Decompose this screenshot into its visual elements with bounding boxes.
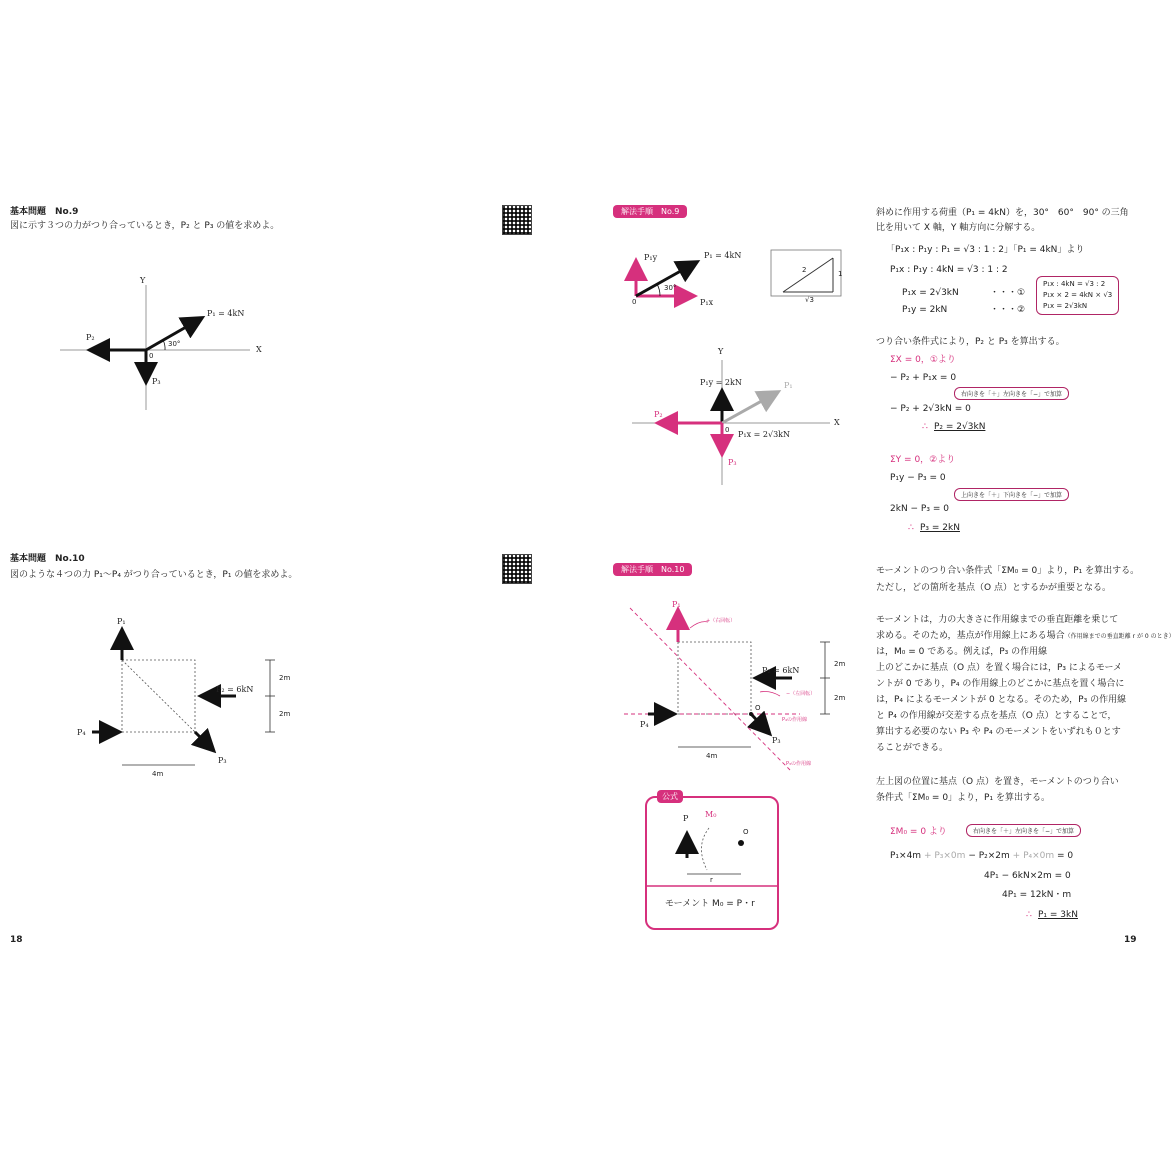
force-p2-label: P₂: [86, 333, 95, 342]
p4-label: P₄: [640, 720, 649, 729]
p3-label: P₃: [728, 458, 737, 467]
sol9-line-1: 斜めに作用する荷重（P₁ = 4kN）を，30° 60° 90° の三角: [876, 208, 1129, 218]
page-number-right: 19: [1124, 935, 1137, 945]
axis-y-label: Y: [140, 276, 146, 285]
sol10-para-11: 条件式「ΣM₀ = 0」より，P₁ を算出する。: [876, 793, 1050, 803]
angle-label: 30°: [664, 284, 677, 292]
angle-label: 30°: [168, 340, 181, 348]
eq2-term-5: = 0: [1057, 851, 1074, 861]
sol9-line-7: つり合い条件式により，P₂ と P₃ を算出する。: [876, 337, 1065, 347]
triangle-side-1: 1: [838, 270, 843, 278]
p3-action-line-note: P₃の作用線: [786, 761, 812, 767]
answer-p2: P₂ = 2√3kN: [934, 422, 986, 432]
sol9-line-13: P₁y − P₃ = 0: [890, 473, 946, 483]
page-number-left: 18: [10, 935, 23, 945]
answer-mark-p3: ∴: [908, 523, 914, 533]
counterclockwise-note: −（左回転）: [786, 691, 816, 697]
answer-p3: P₃ = 2kN: [920, 523, 960, 533]
sol10-para-2-note: （作用線までの垂直距離 r が 0 のとき）: [1064, 633, 1175, 640]
dim-2m-top: 2m: [279, 674, 291, 682]
p3-label: P₃: [772, 736, 781, 745]
force-p1-label: P₁: [117, 617, 126, 626]
axis-x-label: X: [834, 418, 840, 427]
dim-2m-bottom: 2m: [279, 710, 291, 718]
sol10-line-1: モーメントのつり合い条件式「ΣM₀ = 0」より，P₁ を算出する。: [876, 566, 1140, 576]
clockwise-note: +（右回転）: [706, 618, 736, 624]
sol9-sum-y: ΣY = 0，②より: [890, 455, 956, 465]
note-bubble-y: 上向きを「＋」下向きを「−」で加算: [954, 488, 1069, 501]
sol10-eq-2: [890, 850, 1073, 863]
p2-label: P₂ = 6kN: [762, 666, 800, 675]
dim-2m-top: 2m: [834, 660, 846, 668]
sol9-line-5: P₁x = 2√3kN: [902, 288, 959, 298]
origin-label: 0: [632, 298, 637, 306]
sol10-para-1: モーメントは，力の大きさに作用線までの垂直距離を乗じて: [876, 615, 1119, 625]
dim-2m-bottom: 2m: [834, 694, 846, 702]
answer-p1: P₁ = 3kN: [1038, 910, 1078, 920]
problem-10-title: 基本問題 No.10: [10, 554, 85, 564]
sol9-ref-2: ・・・②: [990, 305, 1026, 315]
triangle-side-2: 2: [802, 266, 807, 274]
sol9-line-9: − P₂ + P₁x = 0: [890, 373, 957, 383]
eq2-term-3: − P₂×2m: [968, 851, 1010, 861]
problem-9-title: 基本問題 No.9: [10, 207, 79, 217]
formula-box: [645, 792, 779, 930]
sol9-line-10: − P₂ + 2√3kN = 0: [890, 404, 971, 414]
origin-label: 0: [725, 426, 730, 434]
point-o-label: O: [755, 704, 761, 712]
force-p4-label: P₄: [77, 728, 86, 737]
sol10-line-2: ただし，どの箇所を基点（O 点）とするかが重要となる。: [876, 583, 1111, 593]
p1y-label: P₁y = 2kN: [700, 378, 742, 387]
origin-label: 0: [149, 352, 154, 360]
sol10-para-10: 左上図の位置に基点（O 点）を置き，モーメントのつり合い: [876, 777, 1119, 787]
sol10-para-3: は，M₀ = 0 である。例えば，P₃ の作用線: [876, 647, 1048, 657]
answer-mark-p1: ∴: [1026, 910, 1032, 920]
note-bubble-moment: 右向きを「＋」左向きを「−」で加算: [966, 824, 1081, 837]
sol10-para-5: ントが 0 であり，P₄ の作用線上のどこかに基点を置く場合に: [876, 679, 1125, 689]
p1-label: P₁: [784, 381, 793, 390]
sol9-ref-1: ・・・①: [990, 288, 1026, 298]
sol9-line-6: P₁y = 2kN: [902, 305, 948, 315]
calc-bubble-line-2: P₁x × 2 = 4kN × √3: [1043, 291, 1113, 299]
problem-9-text: 図に示す３つの力がつり合っているとき，P₂ と P₃ の値を求めよ。: [10, 221, 280, 231]
p1x-label: P₁x: [700, 298, 714, 307]
sol10-para-6: は，P₄ によるモーメントが 0 となる。そのため，P₃ の作用線: [876, 695, 1127, 705]
p1x-label: P₁x = 2√3kN: [738, 430, 791, 439]
axis-x-label: X: [256, 345, 262, 354]
sol10-para-4: 上のどこかに基点（O 点）を置く場合には，P₃ によるモーメ: [876, 663, 1123, 673]
formula-tag: 公式: [657, 790, 683, 803]
sol10-para-2-main: 求める。そのため，基点が作用線上にある場合: [876, 631, 1065, 641]
triangle-side-root3: √3: [805, 296, 814, 304]
p2-label: P₂: [654, 410, 663, 419]
sol10-para-9: ることができる。: [876, 743, 949, 753]
dim-4m: 4m: [706, 752, 718, 760]
dim-4m: 4m: [152, 770, 164, 778]
formula-o-label: O: [743, 828, 749, 836]
formula-mo-label: M₀: [705, 810, 717, 819]
calc-bubble-line-3: P₁x = 2√3kN: [1043, 302, 1088, 310]
p1-label: P₁ = 4kN: [704, 251, 742, 260]
sol10-eq-3: 4P₁ − 6kN×2m = 0: [984, 871, 1071, 881]
sol9-line-4: P₁x : P₁y : 4kN = √3 : 1 : 2: [890, 265, 1008, 275]
problem-10-text: 図のような４つの力 P₁～P₄ がつり合っているとき，P₁ の値を求めよ。: [10, 570, 298, 580]
sol9-sum-x: ΣX = 0，①より: [890, 355, 956, 365]
force-p3-label: P₃: [218, 756, 227, 765]
formula-p-label: P: [683, 814, 689, 823]
axis-y-label: Y: [718, 347, 724, 356]
answer-mark-p2: ∴: [922, 422, 928, 432]
sol10-eq-1: ΣM₀ = 0 より: [890, 827, 947, 837]
p1y-label: P₁y: [644, 253, 658, 262]
p1-label: P₁: [672, 600, 681, 609]
formula-r-label: r: [710, 876, 713, 884]
eq2-term-2: + P₃×0m: [923, 851, 966, 861]
sol9-line-14: 2kN − P₃ = 0: [890, 504, 949, 514]
sol10-para-2: [876, 630, 1175, 643]
sol9-line-2: 比を用いて X 軸，Y 軸方向に分解する。: [876, 223, 1041, 233]
calc-bubble-line-1: P₁x : 4kN = √3 : 2: [1043, 280, 1106, 288]
sol10-para-8: 算出する必要のない P₃ や P₄ のモーメントをいずれも０とす: [876, 727, 1121, 737]
force-p2-label: P₂ = 6kN: [216, 685, 254, 694]
formula-caption: モーメント M₀ = P・r: [665, 899, 755, 909]
sol10-eq-4: 4P₁ = 12kN・m: [1002, 890, 1072, 900]
force-p1-label: P₁ = 4kN: [207, 309, 245, 318]
p4-action-line-note: P₄の作用線: [782, 717, 808, 723]
solution-tag-10: 解法手順 No.10: [613, 563, 692, 576]
force-p3-label: P₃: [152, 377, 161, 386]
sol9-line-3: 「P₁x : P₁y : P₁ = √3 : 1 : 2」「P₁ = 4kN」より: [886, 245, 1085, 255]
eq2-term-4: + P₄×0m: [1012, 851, 1055, 861]
sol10-para-7: と P₄ の作用線が交差する点を基点（O 点）とすることで，: [876, 711, 1117, 721]
eq2-term-1: P₁×4m: [890, 851, 922, 861]
note-bubble-x: 右向きを「＋」左向きを「−」で加算: [954, 387, 1069, 400]
solution-tag-9: 解法手順 No.9: [613, 205, 687, 218]
